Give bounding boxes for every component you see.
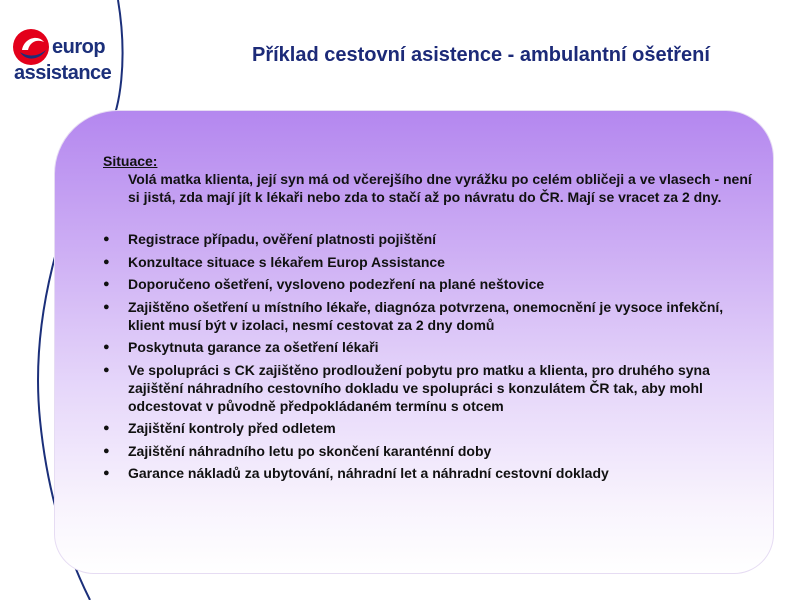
list-item-text: Zajištění náhradního letu po skončení karanténní doby [128,442,492,459]
list-item [103,361,763,415]
list-item [103,419,763,437]
bullet-icon: ● [103,278,110,290]
page-title: Příklad cestovní asistence - ambulantní ošetření [252,44,710,66]
list-item-text: Zajištěno ošetření u místního lékaře, diagnóza potvrzena, onemocnění je vysoce infekční, klient musí být v izolaci, nesmí cestovat za 2 dny domů [128,298,724,333]
logo-text-europ: europ [52,36,106,58]
bullet-icon: ● [103,233,110,245]
list-item-text: Konzultace situace s lékařem Europ Assistance [128,253,445,270]
list-item-text: Registrace případu, ověření platnosti pojištění [128,231,437,247]
list-item [103,338,763,356]
bullet-icon: ● [103,422,110,434]
list-item-text: Doporučeno ošetření, vysloveno podezření na plané neštovice [128,276,545,292]
list-item-text: Poskytnuta garance za ošetření lékaři [128,339,379,355]
list-item-text: Ve spolupráci s CK zajištěno prodloužení pobytu pro matku a klienta, pro druhého syna zajištění náhradního cestovního dokladu ve spolupráci s konzulátem ČR tak, aby mohl odcestovat v původně předpokládaném termínu s otcem [128,361,710,414]
logo-emblem-icon [12,28,50,66]
list-item [103,442,763,460]
europ-assistance-logo [10,26,120,90]
list-item [103,230,763,248]
steps-list [103,230,763,482]
list-item [103,464,763,482]
slide-content [103,152,763,487]
bullet-icon: ● [103,467,110,479]
list-item-text: Zajištění kontroly před odletem [128,420,336,436]
list-item [103,275,763,293]
bullet-icon: ● [103,300,110,313]
bullet-icon: ● [103,444,110,457]
logo-text-assistance: assistance [14,62,112,84]
situation-text: Volá matka klienta, její syn má od včerejšího dne vyrážku po celém obličeji a ve vlasech - není si jistá, zda mají jít k lékaři nebo zda to stačí až po návratu do ČR. Mají se vracet za 2 dny. [128,171,752,205]
list-item [103,298,763,334]
situation-heading: Situace: [103,153,158,169]
bullet-icon: ● [103,341,110,353]
list-item-text: Garance nákladů za ubytování, náhradní let a náhradní cestovní doklady [128,465,609,481]
bullet-icon: ● [103,363,110,376]
list-item [103,253,763,271]
bullet-icon: ● [103,255,110,268]
